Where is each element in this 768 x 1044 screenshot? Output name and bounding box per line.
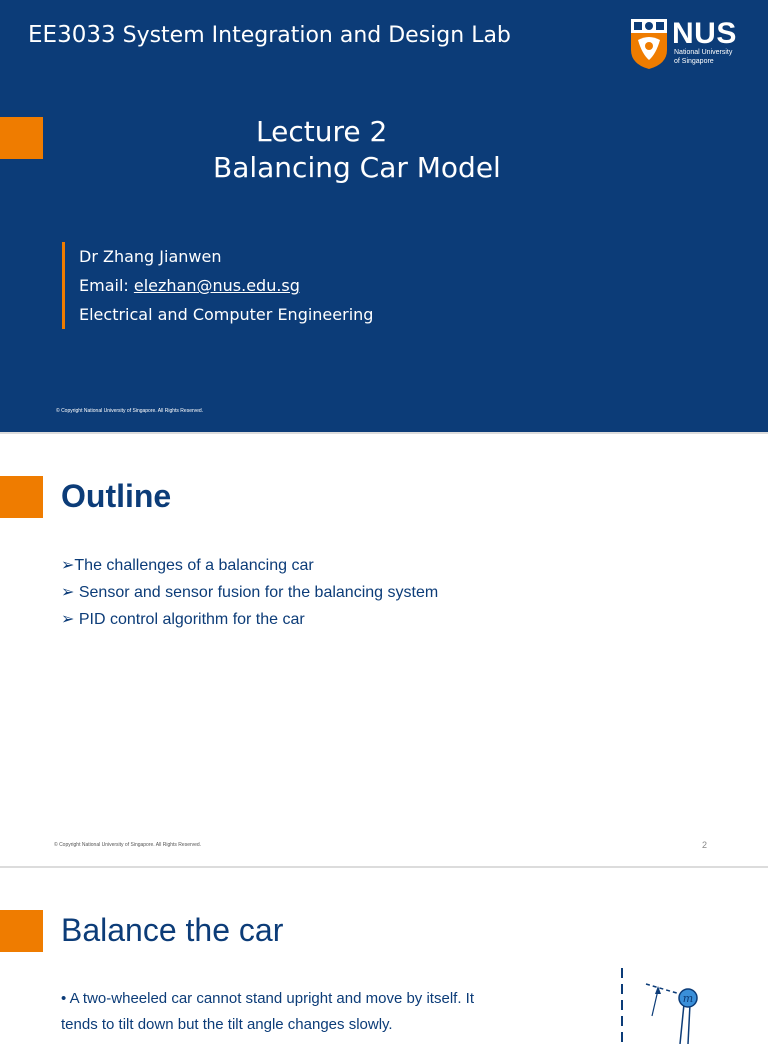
- slide-heading: Balance the car: [61, 912, 284, 948]
- lecture-number: Lecture 2: [256, 115, 388, 148]
- list-item: ➢ PID control algorithm for the car: [61, 611, 305, 628]
- presenter-name: Dr Zhang Jianwen: [79, 247, 222, 266]
- email-label: Email:: [79, 276, 134, 295]
- list-item: ➢ Sensor and sensor fusion for the balancing system: [61, 584, 439, 601]
- copyright-notice: © Copyright National University of Singapore. All Rights Reserved.: [54, 842, 202, 848]
- mass-label: m: [682, 992, 694, 1005]
- nus-logo: [630, 18, 748, 72]
- course-name: System Integration and Design Lab: [122, 23, 511, 48]
- nus-subtitle-line2: of Singapore: [674, 58, 714, 65]
- nus-wordmark: NUS: [672, 17, 737, 50]
- department: Electrical and Computer Engineering: [79, 305, 374, 324]
- slide-heading: Outline: [61, 478, 172, 514]
- course-header: [28, 22, 511, 48]
- email-line: [79, 271, 373, 300]
- outline-slide: [0, 434, 768, 866]
- outline-list: [61, 552, 438, 633]
- list-item: ➢The challenges of a balancing car: [61, 557, 314, 574]
- email-link[interactable]: elezhan@nus.edu.sg: [133, 276, 300, 295]
- course-code: EE3033: [28, 22, 116, 48]
- copyright-notice: © Copyright National University of Singapore. All Rights Reserved.: [56, 408, 204, 414]
- lecture-topic: Balancing Car Model: [213, 151, 501, 184]
- orange-accent-bar: [0, 476, 43, 518]
- pendulum-diagram: [600, 964, 720, 1044]
- orange-accent-bar: [0, 910, 43, 952]
- title-slide: [0, 0, 768, 432]
- bullet-point: • A two-wheeled car cannot stand upright and move by itself. It tends to tilt down but the tilt angle changes slowly.: [61, 990, 474, 1033]
- balance-slide: [0, 868, 768, 1033]
- nus-subtitle-line1: National University: [674, 49, 733, 56]
- page-number: 2: [701, 840, 707, 850]
- nus-crest-icon: [630, 18, 668, 70]
- orange-accent-bar: [0, 117, 43, 159]
- presenter-block: [62, 242, 373, 329]
